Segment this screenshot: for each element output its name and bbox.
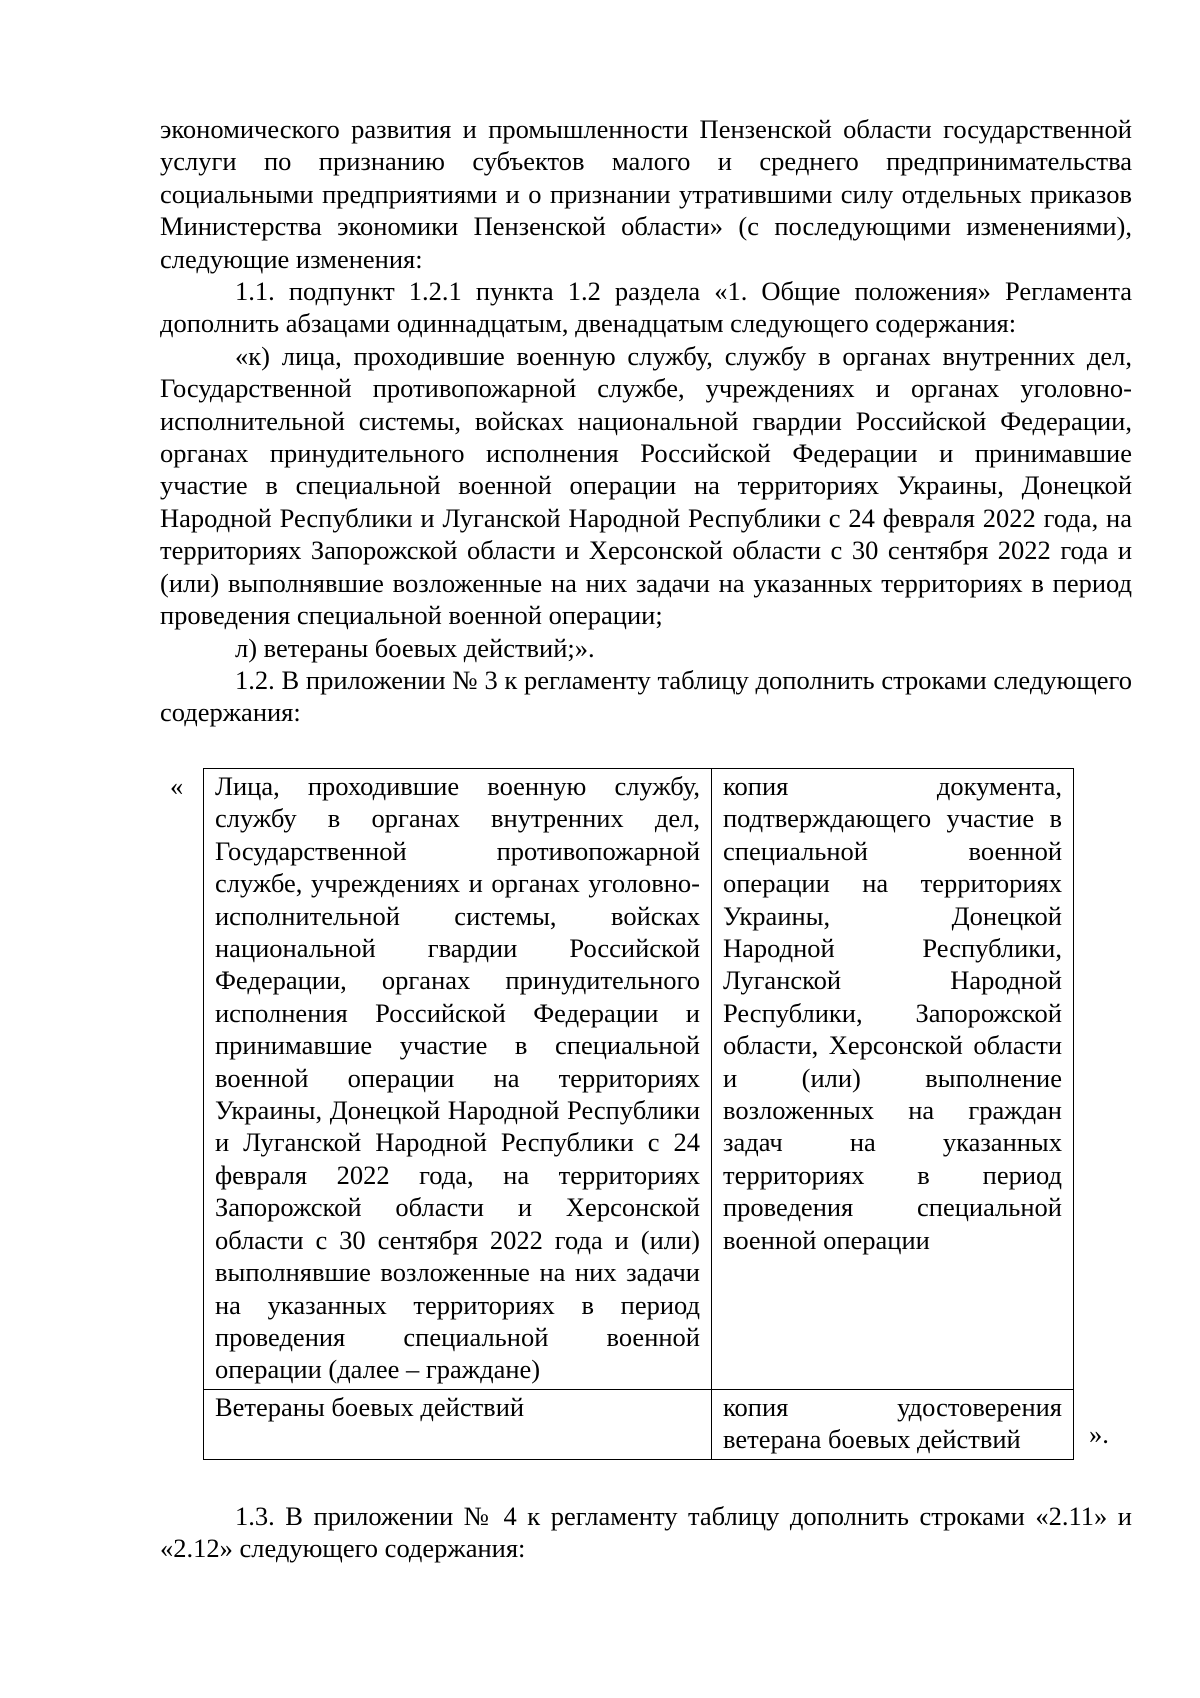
table-row: [204, 769, 1074, 1390]
item-l-paragraph: л) ветераны боевых действий;».: [235, 632, 595, 663]
document-body-continued: [160, 1500, 1132, 1565]
item-k-paragraph: «к) лица, проходившие военную службу, службу в органах внутренних дел, Государственной противопожарной службе, учреждениях и органах уголовно-исполнительной системы, войсках национальной гвардии Российской Федерации, органах принудительного исполнения Российской Федерации и принимавшие участие в специальной военной операции на территориях Украины, Донецкой Народной Республики и Луганской Народной Республики с 24 февраля 2022 года, на территориях Запорожской области и Херсонской области с 30 сентября 2022 года и (или) выполнявшие возложенные на них задачи на указанных территориях в период проведения специальной военной операции;: [160, 340, 1132, 631]
table-close-quote: ».: [1089, 1419, 1109, 1449]
table-cell-category: Ветераны боевых действий: [204, 1389, 712, 1459]
table-cell-category: Лица, проходившие военную службу, службу в органах внутренних дел, Государственной противопожарной службе, учреждениях и органах уголовно-исполнительной системы, войсках национальной гвардии Российской Федерации, органах принудительного исполнения Российской Федерации и принимавшие участие в специальной военной операции на территориях Украины, Донецкой Народной Республики и Луганской Народной Республики с 24 февраля 2022 года, на территориях Запорожской области и Херсонской области с 30 сентября 2022 года и (или) выполнявшие возложенные на них задачи на указанных территориях в период проведения специальной военной операции (далее – граждане): [204, 769, 712, 1390]
item-1-1-paragraph: 1.1. подпункт 1.2.1 пункта 1.2 раздела «1. Общие положения» Регламента дополнить абзацами одиннадцатым, двенадцатым следующего содержания:: [160, 276, 1132, 339]
item-1-3-paragraph: 1.3. В приложении № 4 к регламенту таблицу дополнить строками «2.11» и «2.12» следующего содержания:: [160, 1501, 1132, 1564]
appendix-3-table: [203, 768, 1074, 1460]
table-row: [204, 1389, 1074, 1459]
document-body: [160, 113, 1132, 729]
table-open-quote: «: [170, 771, 184, 801]
intro-paragraph: экономического развития и промышленности Пензенской области государственной услуги по признанию субъектов малого и среднего предпринимательства социальными предприятиями и о признании утратившими силу отдельных приказов Министерства экономики Пензенской области» (с последующими изменениями), следующие изменения:: [160, 114, 1132, 274]
table-cell-document: копия удостоверения ветерана боевых действий: [712, 1389, 1074, 1459]
item-1-2-paragraph: 1.2. В приложении № 3 к регламенту таблицу дополнить строками следующего содержания:: [160, 664, 1132, 728]
table-cell-document: копия документа, подтверждающего участие в специальной военной операции на территориях Украины, Донецкой Народной Республики, Луганской Народной Республики, Запорожской области, Херсонской области и (или) выполнение возложенных на граждан задач на указанных территориях в период проведения специальной военной операции: [712, 769, 1074, 1390]
